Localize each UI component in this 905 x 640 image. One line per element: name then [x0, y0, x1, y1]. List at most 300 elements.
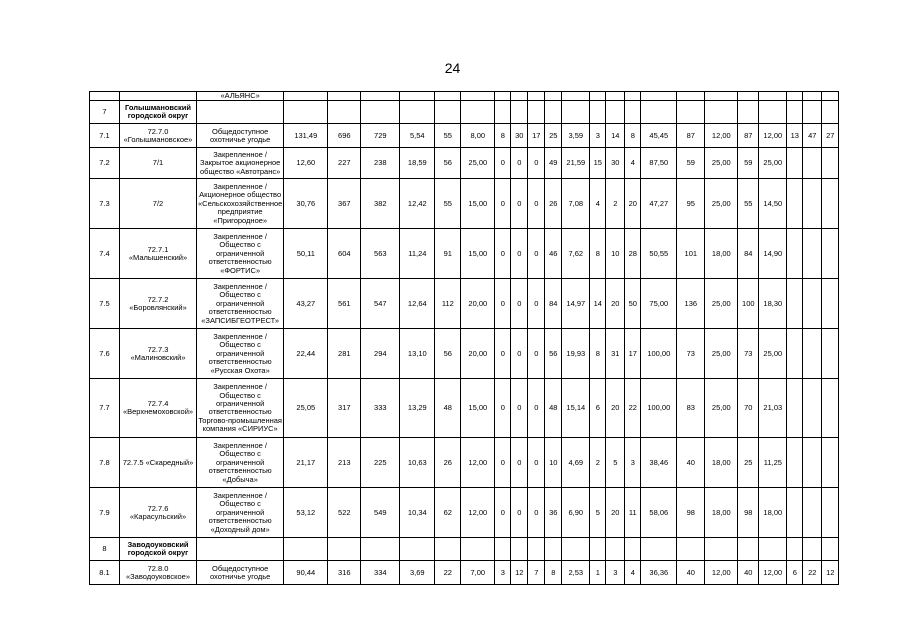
cell-v6: 49 — [545, 148, 562, 179]
cell-v10 — [625, 101, 641, 124]
cell-v6 — [545, 101, 562, 124]
cell-area: 53,12 — [284, 488, 328, 538]
cell-v11: 50,55 — [641, 229, 677, 279]
cell-v11: 38,46 — [641, 438, 677, 488]
cell-value-2 — [461, 101, 495, 124]
table-row — [90, 561, 839, 585]
cell-value-1: 112 — [435, 279, 461, 329]
cell-count-b: 549 — [361, 488, 400, 538]
cell-v15: 25,00 — [759, 329, 787, 379]
cell-value-2: 20,00 — [461, 279, 495, 329]
cell-v10 — [625, 538, 641, 561]
cell-count-a: 316 — [328, 561, 361, 585]
cell-v11: 75,00 — [641, 279, 677, 329]
cell-v13: 25,00 — [705, 379, 738, 438]
cell-value-2 — [461, 538, 495, 561]
cell-v14: 73 — [738, 329, 759, 379]
cell-v17 — [803, 279, 822, 329]
cell-count-b: 334 — [361, 561, 400, 585]
cell-density: 12,42 — [400, 179, 435, 229]
cell-v7 — [562, 538, 590, 561]
cell-value-2: 12,00 — [461, 488, 495, 538]
cell-ground-name: 72.7.2 «Боровлянский» — [120, 279, 197, 329]
cell-v7: 21,59 — [562, 148, 590, 179]
cell-v11: 36,36 — [641, 561, 677, 585]
cell-v8: 14 — [590, 279, 606, 329]
cell-v4 — [511, 92, 528, 101]
cell-value-2: 8,00 — [461, 124, 495, 148]
cell-v10: 4 — [625, 148, 641, 179]
cell-ground-name: 7/1 — [120, 148, 197, 179]
cell-density: 13,10 — [400, 329, 435, 379]
cell-v5: 0 — [528, 179, 545, 229]
cell-count-b: 729 — [361, 124, 400, 148]
cell-v16 — [787, 101, 803, 124]
cell-v16 — [787, 438, 803, 488]
cell-v3: 0 — [495, 179, 511, 229]
cell-v4: 0 — [511, 379, 528, 438]
continuation-row — [90, 92, 839, 101]
cell-category: Закрепленное / Общество с ограниченной ответственностью «ЗАПСИБГЕОТРЕСТ» — [197, 279, 284, 329]
cell-category: Закрепленное / Закрытое акционерное общество «Автотранс» — [197, 148, 284, 179]
cell-v5: 0 — [528, 229, 545, 279]
cell-category: Закрепленное / Общество с ограниченной ответственностью «Русская Охота» — [197, 329, 284, 379]
cell-v5 — [528, 101, 545, 124]
cell-value-1: 56 — [435, 148, 461, 179]
cell-value-1: 26 — [435, 438, 461, 488]
cell-count-a — [328, 92, 361, 101]
cell-v18: 12 — [822, 561, 839, 585]
cell-v16 — [787, 92, 803, 101]
cell-value-1 — [435, 101, 461, 124]
cell-v6: 26 — [545, 179, 562, 229]
cell-v14: 59 — [738, 148, 759, 179]
cell-area: 22,44 — [284, 329, 328, 379]
cell-v12 — [677, 538, 705, 561]
cell-v3: 0 — [495, 148, 511, 179]
cell-value-1: 22 — [435, 561, 461, 585]
section-row — [90, 101, 839, 124]
cell-v7 — [562, 92, 590, 101]
cell-v16 — [787, 329, 803, 379]
cell-row-number: 7.3 — [90, 179, 120, 229]
cell-v10: 50 — [625, 279, 641, 329]
cell-v18 — [822, 148, 839, 179]
cell-v18 — [822, 379, 839, 438]
cell-count-b: 238 — [361, 148, 400, 179]
cell-v8: 15 — [590, 148, 606, 179]
cell-v3 — [495, 92, 511, 101]
cell-v17 — [803, 148, 822, 179]
cell-count-b: 294 — [361, 329, 400, 379]
cell-row-number — [90, 92, 120, 101]
cell-v5: 0 — [528, 488, 545, 538]
cell-v8: 2 — [590, 438, 606, 488]
cell-ground-name: 72.7.3 «Малиновский» — [120, 329, 197, 379]
cell-v10: 22 — [625, 379, 641, 438]
cell-density: 12,64 — [400, 279, 435, 329]
cell-v15: 21,03 — [759, 379, 787, 438]
cell-v12 — [677, 101, 705, 124]
cell-v7: 14,97 — [562, 279, 590, 329]
cell-v13: 18,00 — [705, 488, 738, 538]
cell-v17: 22 — [803, 561, 822, 585]
cell-value-2: 12,00 — [461, 438, 495, 488]
cell-value-2: 15,00 — [461, 229, 495, 279]
cell-v10: 8 — [625, 124, 641, 148]
cell-v6 — [545, 92, 562, 101]
cell-count-b — [361, 92, 400, 101]
cell-v8 — [590, 92, 606, 101]
cell-v5 — [528, 92, 545, 101]
cell-v14: 100 — [738, 279, 759, 329]
cell-v14 — [738, 92, 759, 101]
cell-v4: 0 — [511, 329, 528, 379]
cell-v16: 13 — [787, 124, 803, 148]
cell-v5: 17 — [528, 124, 545, 148]
cell-v3: 0 — [495, 329, 511, 379]
cell-v12: 40 — [677, 561, 705, 585]
cell-v8: 5 — [590, 488, 606, 538]
cell-value-2 — [461, 92, 495, 101]
cell-v12: 95 — [677, 179, 705, 229]
cell-v13: 25,00 — [705, 329, 738, 379]
cell-row-number: 7.7 — [90, 379, 120, 438]
cell-count-a: 522 — [328, 488, 361, 538]
cell-ground-name: 72.7.1 «Малышенский» — [120, 229, 197, 279]
cell-count-a: 227 — [328, 148, 361, 179]
cell-v3: 0 — [495, 379, 511, 438]
cell-v4 — [511, 101, 528, 124]
cell-v11: 100,00 — [641, 329, 677, 379]
cell-v9 — [606, 538, 625, 561]
cell-category: «АЛЬЯНС» — [197, 92, 284, 101]
cell-density: 18,59 — [400, 148, 435, 179]
cell-v4: 0 — [511, 279, 528, 329]
cell-v18 — [822, 329, 839, 379]
cell-v15: 18,30 — [759, 279, 787, 329]
cell-count-b: 333 — [361, 379, 400, 438]
cell-v18 — [822, 488, 839, 538]
cell-v12: 98 — [677, 488, 705, 538]
cell-v13: 25,00 — [705, 148, 738, 179]
cell-v12: 136 — [677, 279, 705, 329]
cell-v10: 11 — [625, 488, 641, 538]
cell-v12: 101 — [677, 229, 705, 279]
cell-v9: 30 — [606, 148, 625, 179]
cell-category: Общедоступное охотничье угодье — [197, 124, 284, 148]
cell-v16 — [787, 538, 803, 561]
cell-v14 — [738, 538, 759, 561]
cell-v7: 4,69 — [562, 438, 590, 488]
cell-value-1 — [435, 92, 461, 101]
cell-ground-name: 72.8.0 «Заводоуковское» — [120, 561, 197, 585]
cell-v12: 83 — [677, 379, 705, 438]
cell-category: Закрепленное / Общество с ограниченной ответственностью «Добыча» — [197, 438, 284, 488]
cell-area: 12,60 — [284, 148, 328, 179]
cell-row-number: 8 — [90, 538, 120, 561]
cell-v16 — [787, 279, 803, 329]
cell-v14: 25 — [738, 438, 759, 488]
cell-category: Закрепленное / Акционерное общество «Сельскохозяйственное предприятие «Пригородное» — [197, 179, 284, 229]
cell-v15: 12,00 — [759, 561, 787, 585]
cell-v13: 25,00 — [705, 179, 738, 229]
cell-v15 — [759, 101, 787, 124]
cell-ground-name: 72.7.4 «Верхнемоховской» — [120, 379, 197, 438]
cell-v9: 14 — [606, 124, 625, 148]
cell-v9: 20 — [606, 488, 625, 538]
cell-v3: 0 — [495, 229, 511, 279]
section-row — [90, 538, 839, 561]
cell-row-number: 7.6 — [90, 329, 120, 379]
cell-area: 50,11 — [284, 229, 328, 279]
table-row — [90, 279, 839, 329]
cell-v6: 56 — [545, 329, 562, 379]
cell-v18 — [822, 279, 839, 329]
cell-count-a — [328, 101, 361, 124]
cell-v8: 1 — [590, 561, 606, 585]
cell-ground-name: 72.7.5 «Скаредный» — [120, 438, 197, 488]
cell-v4: 0 — [511, 488, 528, 538]
cell-v7: 15,14 — [562, 379, 590, 438]
table-row — [90, 148, 839, 179]
cell-area: 90,44 — [284, 561, 328, 585]
cell-area: 30,76 — [284, 179, 328, 229]
cell-density: 13,29 — [400, 379, 435, 438]
cell-v5 — [528, 538, 545, 561]
cell-area: 21,17 — [284, 438, 328, 488]
cell-count-b — [361, 538, 400, 561]
cell-v18 — [822, 438, 839, 488]
cell-density: 10,34 — [400, 488, 435, 538]
cell-area — [284, 538, 328, 561]
cell-v8: 4 — [590, 179, 606, 229]
cell-area: 43,27 — [284, 279, 328, 329]
cell-v3: 8 — [495, 124, 511, 148]
cell-v12: 73 — [677, 329, 705, 379]
table-row — [90, 438, 839, 488]
cell-count-b: 563 — [361, 229, 400, 279]
cell-v11: 100,00 — [641, 379, 677, 438]
cell-v7: 6,90 — [562, 488, 590, 538]
cell-category: Закрепленное / Общество с ограниченной ответственностью «Доходный дом» — [197, 488, 284, 538]
cell-v7 — [562, 101, 590, 124]
cell-value-1: 91 — [435, 229, 461, 279]
cell-v18 — [822, 179, 839, 229]
cell-v13: 18,00 — [705, 229, 738, 279]
cell-v11: 58,06 — [641, 488, 677, 538]
cell-v5: 0 — [528, 438, 545, 488]
cell-v11 — [641, 538, 677, 561]
cell-v5: 0 — [528, 279, 545, 329]
cell-v5: 7 — [528, 561, 545, 585]
cell-v3: 0 — [495, 279, 511, 329]
cell-v11: 87,50 — [641, 148, 677, 179]
cell-category: Закрепленное / Общество с ограниченной ответственностью Торгово-промышленная компания «СИРИУС» — [197, 379, 284, 438]
cell-v12: 87 — [677, 124, 705, 148]
cell-v17 — [803, 438, 822, 488]
cell-value-2: 25,00 — [461, 148, 495, 179]
page-number: 24 — [444, 60, 461, 76]
cell-v16 — [787, 148, 803, 179]
cell-v12 — [677, 92, 705, 101]
cell-v13: 12,00 — [705, 561, 738, 585]
cell-v10: 20 — [625, 179, 641, 229]
cell-v8: 3 — [590, 124, 606, 148]
cell-v11: 45,45 — [641, 124, 677, 148]
cell-area — [284, 92, 328, 101]
cell-v17 — [803, 538, 822, 561]
cell-v8: 8 — [590, 329, 606, 379]
cell-v11 — [641, 101, 677, 124]
cell-v14: 70 — [738, 379, 759, 438]
cell-v6: 36 — [545, 488, 562, 538]
table-row — [90, 124, 839, 148]
cell-area: 25,05 — [284, 379, 328, 438]
cell-v13 — [705, 538, 738, 561]
cell-v17 — [803, 229, 822, 279]
cell-ground-name — [120, 92, 197, 101]
cell-count-a: 604 — [328, 229, 361, 279]
table-row — [90, 229, 839, 279]
cell-count-a: 367 — [328, 179, 361, 229]
cell-ground-name: 72.7.0 «Голышмановское» — [120, 124, 197, 148]
cell-category — [197, 101, 284, 124]
cell-value-1: 62 — [435, 488, 461, 538]
cell-row-number: 7.1 — [90, 124, 120, 148]
cell-value-2: 15,00 — [461, 179, 495, 229]
cell-v16 — [787, 488, 803, 538]
cell-row-number: 7.9 — [90, 488, 120, 538]
cell-area: 131,49 — [284, 124, 328, 148]
cell-v14: 87 — [738, 124, 759, 148]
cell-value-1: 55 — [435, 179, 461, 229]
cell-v16 — [787, 229, 803, 279]
cell-v14: 98 — [738, 488, 759, 538]
table-row — [90, 329, 839, 379]
cell-v17: 47 — [803, 124, 822, 148]
cell-category: Закрепленное / Общество с ограниченной ответственностью «ФОРТИС» — [197, 229, 284, 279]
cell-v14: 84 — [738, 229, 759, 279]
cell-v4: 30 — [511, 124, 528, 148]
cell-v9: 31 — [606, 329, 625, 379]
cell-v9: 10 — [606, 229, 625, 279]
cell-count-a: 696 — [328, 124, 361, 148]
cell-v13: 25,00 — [705, 279, 738, 329]
cell-density: 11,24 — [400, 229, 435, 279]
cell-v3 — [495, 101, 511, 124]
cell-row-number: 7 — [90, 101, 120, 124]
cell-value-2: 7,00 — [461, 561, 495, 585]
cell-v4: 0 — [511, 229, 528, 279]
cell-v18 — [822, 229, 839, 279]
cell-row-number: 7.4 — [90, 229, 120, 279]
cell-v15: 14,50 — [759, 179, 787, 229]
cell-v14 — [738, 101, 759, 124]
cell-v6: 84 — [545, 279, 562, 329]
cell-v9 — [606, 92, 625, 101]
cell-v18 — [822, 538, 839, 561]
cell-v9: 2 — [606, 179, 625, 229]
cell-v7: 7,08 — [562, 179, 590, 229]
cell-v5: 0 — [528, 329, 545, 379]
cell-v13 — [705, 101, 738, 124]
cell-count-b — [361, 101, 400, 124]
cell-v7: 3,59 — [562, 124, 590, 148]
cell-area — [284, 101, 328, 124]
cell-v9: 5 — [606, 438, 625, 488]
cell-v3: 0 — [495, 488, 511, 538]
cell-v15 — [759, 538, 787, 561]
cell-count-a: 213 — [328, 438, 361, 488]
cell-category — [197, 538, 284, 561]
cell-v3: 3 — [495, 561, 511, 585]
cell-v18 — [822, 101, 839, 124]
cell-v17 — [803, 101, 822, 124]
cell-v7: 2,53 — [562, 561, 590, 585]
cell-v9: 20 — [606, 379, 625, 438]
cell-v17 — [803, 92, 822, 101]
cell-v15: 25,00 — [759, 148, 787, 179]
cell-row-number: 7.8 — [90, 438, 120, 488]
cell-v8 — [590, 538, 606, 561]
cell-v6: 46 — [545, 229, 562, 279]
cell-v12: 40 — [677, 438, 705, 488]
cell-v14: 40 — [738, 561, 759, 585]
cell-v11: 47,27 — [641, 179, 677, 229]
cell-value-1: 56 — [435, 329, 461, 379]
cell-v10: 4 — [625, 561, 641, 585]
cell-ground-name: Голышмановский городской округ — [120, 101, 197, 124]
cell-v17 — [803, 379, 822, 438]
cell-v4: 12 — [511, 561, 528, 585]
cell-density — [400, 101, 435, 124]
cell-v4: 0 — [511, 438, 528, 488]
cell-v17 — [803, 488, 822, 538]
cell-v6: 10 — [545, 438, 562, 488]
cell-v18: 27 — [822, 124, 839, 148]
cell-v6: 25 — [545, 124, 562, 148]
cell-ground-name: Заводоуковский городской округ — [120, 538, 197, 561]
cell-v5: 0 — [528, 379, 545, 438]
cell-count-b: 547 — [361, 279, 400, 329]
cell-v13: 12,00 — [705, 124, 738, 148]
cell-v15: 14,90 — [759, 229, 787, 279]
table-row — [90, 488, 839, 538]
cell-v8: 8 — [590, 229, 606, 279]
cell-v10: 17 — [625, 329, 641, 379]
table-row — [90, 379, 839, 438]
cell-count-a: 281 — [328, 329, 361, 379]
cell-v18 — [822, 92, 839, 101]
cell-v7: 7,62 — [562, 229, 590, 279]
cell-density: 10,63 — [400, 438, 435, 488]
cell-v15: 12,00 — [759, 124, 787, 148]
cell-value-1: 48 — [435, 379, 461, 438]
cell-v4: 0 — [511, 148, 528, 179]
cell-v17 — [803, 329, 822, 379]
cell-category: Общедоступное охотничье угодье — [197, 561, 284, 585]
cell-v13: 18,00 — [705, 438, 738, 488]
cell-density — [400, 538, 435, 561]
cell-density: 5,54 — [400, 124, 435, 148]
cell-v6 — [545, 538, 562, 561]
cell-v3: 0 — [495, 438, 511, 488]
cell-value-2: 15,00 — [461, 379, 495, 438]
cell-v5: 0 — [528, 148, 545, 179]
cell-v9: 20 — [606, 279, 625, 329]
cell-ground-name: 72.7.6 «Карасульский» — [120, 488, 197, 538]
